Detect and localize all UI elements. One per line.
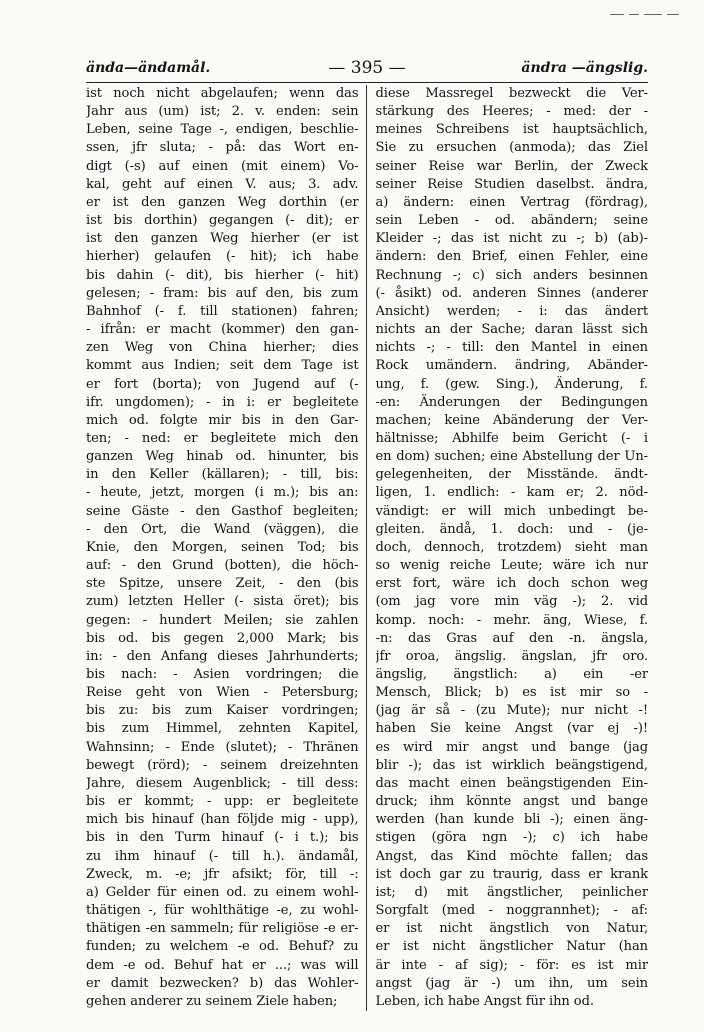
text-line: sein Leben - od. abändern; seine: [375, 213, 648, 229]
text-line: - heute, jetzt, morgen (i m.); bis an:: [86, 485, 359, 501]
text-line: funden; zu welchem -e od. Behuf? zu: [86, 939, 359, 955]
text-line: ist; d) mit ängstlicher, peinlicher: [375, 884, 648, 900]
page-number: — 395 —: [328, 58, 406, 78]
text-line: mich od. folgte mir bis in den Gar-: [86, 412, 359, 428]
text-line: werden (han kunde bli -); einen äng-: [375, 812, 648, 828]
text-line: stärkung des Heeres; - med: der -: [375, 104, 648, 120]
text-line: ganzen Weg hinab od. hinunter, bis: [86, 449, 359, 465]
text-line: angst (jag är -) um ihn, um sein: [375, 975, 648, 991]
text-line: in den Keller (källaren); - till, bis:: [86, 467, 359, 483]
text-line: so wenig reiche Leute; wäre ich nur: [375, 558, 648, 574]
text-line: nichts an der Sache; daran lässt sich: [375, 322, 648, 338]
text-line: - den Ort, die Wand (väggen), die: [86, 521, 359, 537]
text-line: digt (-s) auf einen (mit einem) Vo-: [86, 158, 359, 174]
text-line: bis od. bis gegen 2,000 Mark; bis: [86, 630, 359, 646]
text-line: bis in den Turm hinauf (- i t.); bis: [86, 830, 359, 846]
text-line: es wird mir angst und bange (jag: [375, 739, 648, 755]
text-line: machen; keine Abänderung der Ver-: [375, 412, 648, 428]
header-right-guideword: ändra —ängslig.: [521, 60, 648, 76]
text-line: en dom) suchen; eine Abstellung der Un-: [375, 449, 648, 465]
text-line: zen Weg von China hierher; dies: [86, 340, 359, 356]
text-line: seine Gäste - den Gasthof begleiten;: [86, 503, 359, 519]
text-line: Reise geht von Wien - Petersburg;: [86, 685, 359, 701]
text-line: Rechnung -; c) sich anders besinnen: [375, 267, 648, 283]
text-line: -en: Änderungen der Bedingungen: [375, 394, 648, 410]
left-column: [86, 85, 367, 1011]
text-line: Sie zu ersuchen (anmoda); das Ziel: [375, 140, 648, 156]
text-line: ist bis dorthin) gegangen (- dit); er: [86, 213, 359, 229]
text-line: Angst, das Kind möchte fallen; das: [375, 848, 648, 864]
text-line: stigen (göra ngn -); c) ich habe: [375, 830, 648, 846]
text-line: thätigen -en sammeln; für religiöse -e er-: [86, 921, 359, 937]
text-line: Mensch, Blick; b) es ist mir so -: [375, 685, 648, 701]
text-line: blir -); das ist wirklich beängstigend,: [375, 757, 648, 773]
text-line: ist doch gar zu traurig, dass er krank: [375, 866, 648, 882]
text-line: zu ihm hinauf (- till h.). ändamål,: [86, 848, 359, 864]
text-line: ten; - ned: er begleitete mich den: [86, 430, 359, 446]
text-line: auf: - den Grund (botten), die höch-: [86, 558, 359, 574]
right-column: [367, 85, 649, 1011]
text-line: gegen: - hundert Meilen; sie zahlen: [86, 612, 359, 628]
text-line: Knie, den Morgen, seinen Tod; bis: [86, 539, 359, 555]
text-line: thätigen -, für wohlthätige -e, zu wohl-: [86, 903, 359, 919]
text-line: bis er kommt; - upp: er begleitete: [86, 794, 359, 810]
text-line: Kleider -; das ist nicht zu -; b) (ab)-: [375, 231, 648, 247]
text-line: ist noch nicht abgelaufen; wenn das: [86, 86, 359, 101]
text-line: seiner Reise Studien daselbst. ändra,: [375, 176, 648, 192]
text-line: ssen, jfr sluta; - på: das Wort en-: [86, 140, 359, 156]
text-line: a) Gelder für einen od. zu einem wohl-: [86, 884, 359, 900]
text-line: seiner Reise war Berlin, der Zweck: [375, 158, 648, 174]
text-line: ifr. ungdomen); - in i: er begleitete: [86, 394, 359, 410]
text-line: diese Massregel bezweckt die Ver-: [375, 86, 648, 101]
text-line: ung, f. (gew. Sing.), Änderung, f.: [375, 376, 648, 392]
text-line: Rock umändern. ändring, Abänder-: [375, 358, 648, 374]
text-line: er ist den ganzen Weg dorthin (er: [86, 194, 359, 210]
text-line: nichts -; - till: den Mantel in einen: [375, 340, 648, 356]
text-line: bewegt (rörd); - seinem dreizehnten: [86, 757, 359, 773]
text-line: komp. noch: - mehr. äng, Wiese, f.: [375, 612, 648, 628]
text-line: ste Spitze, unsere Zeit, - den (bis: [86, 576, 359, 592]
text-line: (om jag vore min väg -); 2. vid: [375, 594, 648, 610]
text-line: er damit bezwecken? b) das Wohler-: [86, 975, 359, 991]
text-line: Jahre, diesem Augenblick; - till dess:: [86, 775, 359, 791]
text-line: Wahnsinn; - Ende (slutet); - Thränen: [86, 739, 359, 755]
text-line: das macht einen beängstigenden Ein-: [375, 775, 648, 791]
text-line: erst fort, wäre ich doch schon weg: [375, 576, 648, 592]
text-line: gelegenheiten, der Misstände. ändt-: [375, 467, 648, 483]
text-line: kal, geht auf einen V. aus; 3. adv.: [86, 176, 359, 192]
text-line: doch, dennoch, trotzdem) sieht man: [375, 539, 648, 555]
text-line: hältnisse; Abhilfe beim Gericht (- i: [375, 430, 648, 446]
text-line: Bahnhof (- f. till stationen) fahren;: [86, 303, 359, 319]
text-line: Zweck, m. -e; jfr afsikt; för, till -:: [86, 866, 359, 882]
text-line: gehen anderer zu seinem Ziele haben;: [86, 993, 338, 1009]
text-line: er ist nicht ängstlich von Natur,: [375, 921, 648, 937]
dictionary-page: [86, 56, 648, 1011]
header-rule: [86, 82, 648, 83]
corner-marks: [610, 4, 690, 12]
page-header: [86, 56, 648, 80]
text-line: kommt aus Indien; seit dem Tage ist: [86, 358, 359, 374]
text-line: vändigt: er will mich unbedingt be-: [375, 503, 648, 519]
text-line: bis zu: bis zum Kaiser vordringen;: [86, 703, 359, 719]
text-line: (- åsikt) od. anderen Sinnes (anderer: [375, 285, 648, 301]
text-line: meines Schreibens ist hauptsächlich,: [375, 122, 648, 138]
text-line: bis nach: - Asien vordringen; die: [86, 667, 359, 682]
text-line: Leben, ich habe Angst für ihn od.: [375, 993, 594, 1009]
text-line: Sorgfalt (med - noggrannhet); - af:: [375, 903, 648, 919]
text-line: bis dahin (- dit), bis hierher (- hit): [86, 267, 359, 283]
header-left-guideword: ända—ändamål.: [86, 60, 211, 76]
text-line: bis zum Himmel, zehnten Kapitel,: [86, 721, 359, 737]
text-line: er fort (borta); von Jugend auf (-: [86, 376, 359, 392]
text-line: (jag är så - (zu Mute); nur nicht -!: [375, 703, 648, 719]
text-line: jfr oroa, ängslig. ängslan, jfr oro.: [375, 648, 648, 664]
text-line: Ansicht) werden; - i: das ändert: [375, 303, 648, 319]
text-line: druck; ihm könnte angst und bange: [375, 794, 648, 810]
text-line: ändern: den Brief, einen Fehler, eine: [375, 249, 648, 265]
text-line: ängslig, ängstlich: a) ein -er: [375, 667, 648, 682]
text-line: -n: das Gras auf den -n. ängsla,: [375, 630, 648, 646]
text-line: - ifrån: er macht (kommer) den gan-: [86, 322, 359, 338]
text-line: är inte - af sig); - för: es ist mir: [375, 957, 648, 973]
text-line: ist den ganzen Weg hierher (er ist: [86, 231, 359, 247]
text-line: er ist nicht ängstlicher Natur (han: [375, 939, 648, 955]
text-line: zum) letzten Heller (- sista öret); bis: [86, 594, 359, 610]
text-line: gelesen; - fram: bis auf den, bis zum: [86, 285, 359, 301]
text-line: mich bis hinauf (han följde mig - upp),: [86, 812, 359, 828]
text-columns: [86, 85, 648, 1011]
text-line: Jahr aus (um) ist; 2. v. enden: sein: [86, 104, 359, 120]
text-line: dem -e od. Behuf hat er ...; was will: [86, 957, 359, 973]
text-line: ligen, 1. endlich: - kam er; 2. nöd-: [375, 485, 648, 501]
text-line: Leben, seine Tage -, endigen, beschlie-: [86, 122, 359, 138]
text-line: haben Sie keine Angst (var ej -)!: [375, 721, 648, 737]
text-line: in: - den Anfang dieses Jahrhunderts;: [86, 648, 359, 664]
text-line: a) ändern: einen Vertrag (fördrag),: [375, 194, 648, 210]
text-line: gleiten. ändå, 1. doch: und - (je-: [375, 521, 648, 537]
text-line: hierher) gelaufen (- hit); ich habe: [86, 249, 359, 265]
